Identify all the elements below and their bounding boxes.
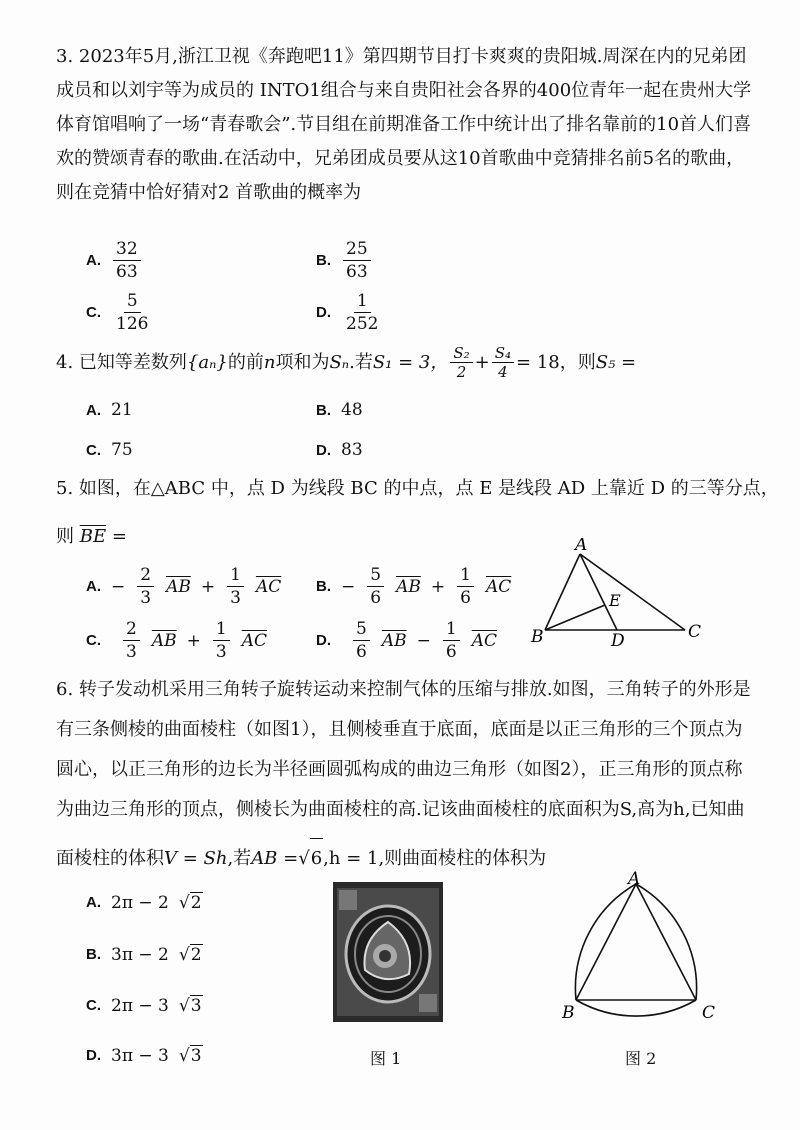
equation: AB = (251, 847, 299, 869)
option-a[interactable]: A. − $\frac{2}{3}$ $\overline{AB}$ + $\frac{1}{3}$ $\overline{AC}$ (86, 565, 282, 608)
option-a[interactable]: A. 21 (86, 400, 133, 420)
label-c: C (702, 1003, 716, 1023)
question-text-line: 则在竞猜中恰好猜对2 首歌曲的概率为 (56, 182, 362, 203)
question-text-line: 体育馆唱响了一场“青春歌会”.节目组在前期准备工作中统计出了排名靠前的10首人们喜 (56, 114, 752, 135)
option-b[interactable]: B. 3π − 2 √ 2 (86, 944, 202, 965)
option-c[interactable]: C. 75 (86, 440, 133, 460)
vector-be: $\overline{BE}$ (79, 526, 107, 547)
question-number: 6. (56, 679, 74, 700)
variable-n: n (263, 351, 276, 373)
figure-1-caption: 图 1 (370, 1049, 402, 1068)
label-d: D (611, 631, 625, 650)
question-4 (56, 344, 756, 381)
question-text: .若 (349, 351, 373, 373)
option-b[interactable]: B. 48 (316, 400, 363, 420)
question-number: 4. (56, 351, 74, 373)
equation: = 18 (516, 351, 560, 373)
option-b[interactable]: B. − $\frac{5}{6}$ $\overline{AB}$ + $\frac{1}{6}$ $\overline{AC}$ (316, 565, 512, 608)
question-text-line: 如图，在△ABC 中，点 D 为线段 BC 的中点，点 E 是线段 AD 上靠近 D 的三等分点， (78, 478, 779, 499)
question-3 (56, 40, 756, 210)
edge-ac (580, 554, 685, 630)
option-d[interactable]: D. 83 (316, 440, 363, 460)
question-6 (56, 670, 756, 879)
option-b[interactable]: B. $\frac{25}{63}$ (316, 238, 373, 283)
label-c: C (688, 622, 702, 642)
option-a[interactable]: A. 2π − 2 √ 2 (86, 892, 202, 913)
option-d[interactable]: D. 3π − 3 √ 3 (86, 1045, 202, 1066)
question-text-line: 圆心，以正三角形的边长为半径画圆弧构成的曲边三角形（如图2），正三角形的顶点称 (56, 759, 743, 780)
option-c[interactable]: C. 2π − 3 √ 3 (86, 995, 202, 1016)
label-e: E (609, 591, 621, 610)
fraction: $\frac{\text{S₄}}{4}$ (492, 344, 514, 381)
question-text-line: 成员和以刘宇等为成员的 INTO1组合与来自贵阳社会各界的400位青年一起在贵州大学 (56, 80, 752, 101)
question-text-line: 为曲边三角形的顶点，侧棱长为曲面棱柱的高.记该曲面棱柱的底面积为S,高为h,已知曲 (56, 799, 745, 820)
edge-ab (545, 554, 580, 630)
question-text: 则 (56, 526, 74, 547)
question-text: ,h = 1,则曲面棱柱的体积为 (323, 847, 547, 869)
question-number: 3. (56, 46, 74, 67)
equation: S₅ = (595, 351, 637, 373)
sqrt-expression: √ 6 (298, 838, 323, 879)
question-text: ,若 (227, 847, 252, 869)
question-text: 已知等差数列 (78, 351, 187, 373)
label-b: B (531, 627, 544, 647)
arc-bc (576, 1000, 696, 1016)
question-text: 项和为 (275, 351, 330, 373)
figure-2-caption: 图 2 (625, 1049, 657, 1068)
option-a[interactable]: A. $\frac{32}{63}$ (86, 238, 143, 283)
plus-sign: + (474, 351, 490, 373)
option-d[interactable]: D. $\frac{5}{6}$ $\overline{AB}$ − $\frac{1}{6}$ $\overline{AC}$ (316, 619, 497, 662)
option-c[interactable]: C. $\frac{2}{3}$ $\overline{AB}$ + $\frac{1}{3}$ $\overline{AC}$ (86, 619, 267, 662)
sequence-symbol: {aₙ} (186, 351, 228, 373)
question-text: ，则 (559, 351, 596, 373)
sum-symbol: Sₙ (329, 351, 350, 373)
option-c[interactable]: C. $\frac{5}{126}$ (86, 291, 149, 334)
question-text: 的前 (227, 351, 264, 373)
question-text-line: 欢的赞颂青春的歌曲.在活动中，兄弟团成员要从这10首歌曲中竞猜排名前5名的歌曲， (56, 148, 745, 169)
rotary-engine-photo (333, 882, 443, 1022)
option-d[interactable]: D. $\frac{1}{252}$ (316, 291, 379, 334)
label-a: A (575, 538, 588, 555)
reuleaux-triangle-figure (556, 870, 726, 1026)
question-text-line: 2023年5月,浙江卫视《奔跑吧11》第四期节目打卡爽爽的贵阳城.周深在内的兄弟团 (78, 46, 747, 67)
equals-sign: = (111, 526, 127, 547)
equation: S₁ = 3， (372, 351, 449, 373)
question-text-line: 有三条侧棱的曲面棱柱（如图1），且侧棱垂直于底面，底面是以正三角形的三个顶点为 (56, 719, 743, 740)
question-text-line: 转子发动机采用三角转子旋转运动来控制气体的压缩与排放.如图，三角转子的外形是 (78, 679, 751, 700)
label-b: B (562, 1003, 575, 1023)
volume-formula: V = Sh (164, 847, 228, 869)
fraction: $\frac{\text{S₂}}{2}$ (450, 344, 472, 381)
question-number: 5. (56, 478, 74, 499)
question-text: 面棱柱的体积 (56, 847, 164, 869)
triangle-abc-figure (525, 538, 715, 650)
label-a: A (628, 870, 641, 889)
